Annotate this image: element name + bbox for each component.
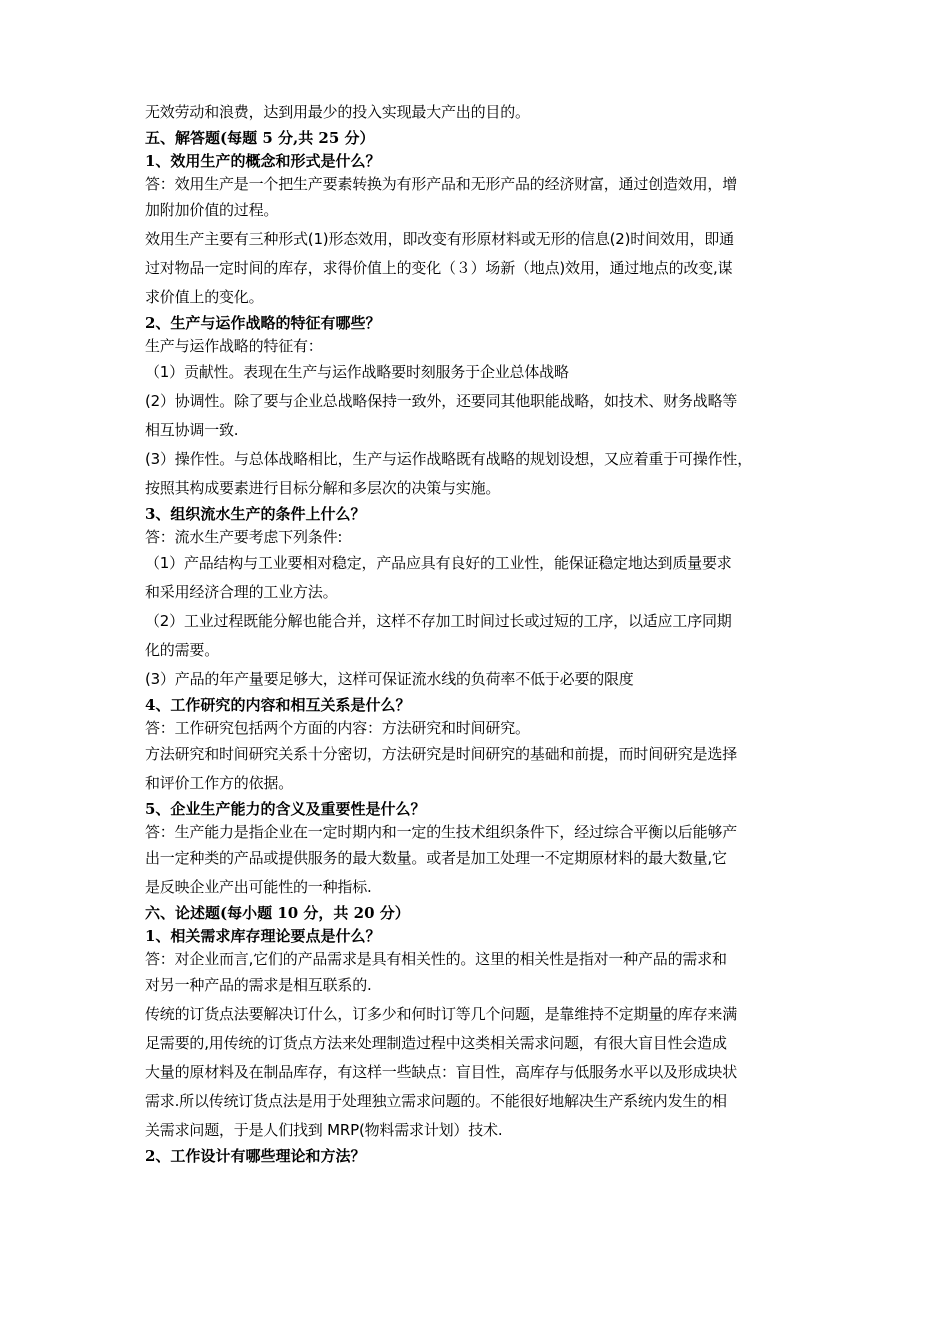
question-heading: 1、相关需求库存理论要点是什么？ — [145, 927, 381, 945]
answer-line: 生产与运作战略的特征有： — [145, 337, 323, 355]
text-line: 方法研究和时间研究关系十分密切，方法研究是时间研究的基础和前提，而时间研究是选择 — [145, 745, 738, 763]
question-heading: 2、生产与运作战略的特征有哪些？ — [145, 314, 381, 332]
text-line: 按照其构成要素进行目标分解和多层次的决策与实施。 — [145, 479, 501, 497]
text-line: (2）协调性。除了要与企业总战略保持一致外，还要同其他职能战略，如技术、财务战略等 — [145, 392, 738, 410]
text-line: 传统的订货点法要解决订什么，订多少和何时订等几个问题，是靠维持不定期量的库存来满 — [145, 1005, 738, 1023]
question-heading: 5、企业生产能力的含义及重要性是什么？ — [145, 800, 426, 818]
text-line: 对另一种产品的需求是相互联系的. — [145, 976, 372, 994]
answer-line: 答：流水生产要考虑下列条件: — [145, 528, 343, 546]
text-line: （2）工业过程既能分解也能合并，这样不存加工时间过长或过短的工序，以适应工序同期 — [145, 612, 732, 630]
text-line: 化的需要。 — [145, 641, 220, 659]
text-line: 和评价工作方的依据。 — [145, 774, 294, 792]
question-heading: 1、效用生产的概念和形式是什么？ — [145, 152, 381, 170]
text-line: 效用生产主要有三种形式(1)形态效用，即改变有形原材料或无形的信息(2)时间效用，即通 — [145, 230, 734, 248]
answer-line: 答：效用生产是一个把生产要素转换为有形产品和无形产品的经济财富，通过创造效用，增 — [145, 175, 738, 193]
question-heading: 4、工作研究的内容和相互关系是什么？ — [145, 696, 411, 714]
text-line: 是反映企业产出可能性的一种指标. — [145, 878, 372, 896]
question-heading: 2、工作设计有哪些理论和方法？ — [145, 1147, 366, 1165]
document-page — [145, 98, 821, 1168]
text-line: 出一定种类的产品或提供服务的最大数量。或者是加工处理一不定期原材料的最大数量,它 — [145, 849, 727, 867]
text-line: 需求.所以传统订货点法是用于处理独立需求问题的。不能很好地解决生产系统内发生的相 — [145, 1092, 727, 1110]
section-heading: 六、论述题(每小题 10 分，共 20 分） — [145, 904, 410, 922]
section-heading: 五、解答题(每题 5 分,共 25 分） — [145, 129, 375, 147]
text-line: 过对物品一定时间的库存，求得价值上的变化（３）场新（地点)效用，通过地点的改变,谋 — [145, 259, 733, 277]
text-line: (3）产品的年产量要足够大，这样可保证流水线的负荷率不低于必要的限度 — [145, 670, 634, 688]
answer-line: 答：工作研究包括两个方面的内容：方法研究和时间研究。 — [145, 719, 530, 737]
text-line: 相互协调一致. — [145, 421, 239, 439]
text-line: 足需要的,用传统的订货点方法来处理制造过程中这类相关需求问题，有很大盲目性会造成 — [145, 1034, 727, 1052]
text-line: 加附加价值的过程。 — [145, 201, 279, 219]
text-line: (3）操作性。与总体战略相比，生产与运作战略既有战略的规划设想，又应着重于可操作性， — [145, 450, 752, 468]
answer-line: 答：生产能力是指企业在一定时期内和一定的生技术组织条件下，经过综合平衡以后能够产 — [145, 823, 738, 841]
question-heading: 3、组织流水生产的条件上什么？ — [145, 505, 366, 523]
text-line: （1）贡献性。表现在生产与运作战略要时刻服务于企业总体战略 — [145, 363, 569, 381]
text-line: 和采用经济合理的工业方法。 — [145, 583, 338, 601]
text-line: 大量的原材料及在制品库存，有这样一些缺点：盲目性，高库存与低服务水平以及形成块状 — [145, 1063, 738, 1081]
text-line: （1）产品结构与工业要相对稳定，产品应具有良好的工业性，能保证稳定地达到质量要求 — [145, 554, 732, 572]
text-line: 求价值上的变化。 — [145, 288, 264, 306]
answer-line: 答：对企业而言,它们的产品需求是具有相关性的。这里的相关性是指对一种产品的需求和 — [145, 950, 727, 968]
text-line: 关需求问题，于是人们找到 MRP(物料需求计划）技术. — [145, 1121, 503, 1139]
text-line: 无效劳动和浪费，达到用最少的投入实现最大产出的目的。 — [145, 103, 530, 121]
